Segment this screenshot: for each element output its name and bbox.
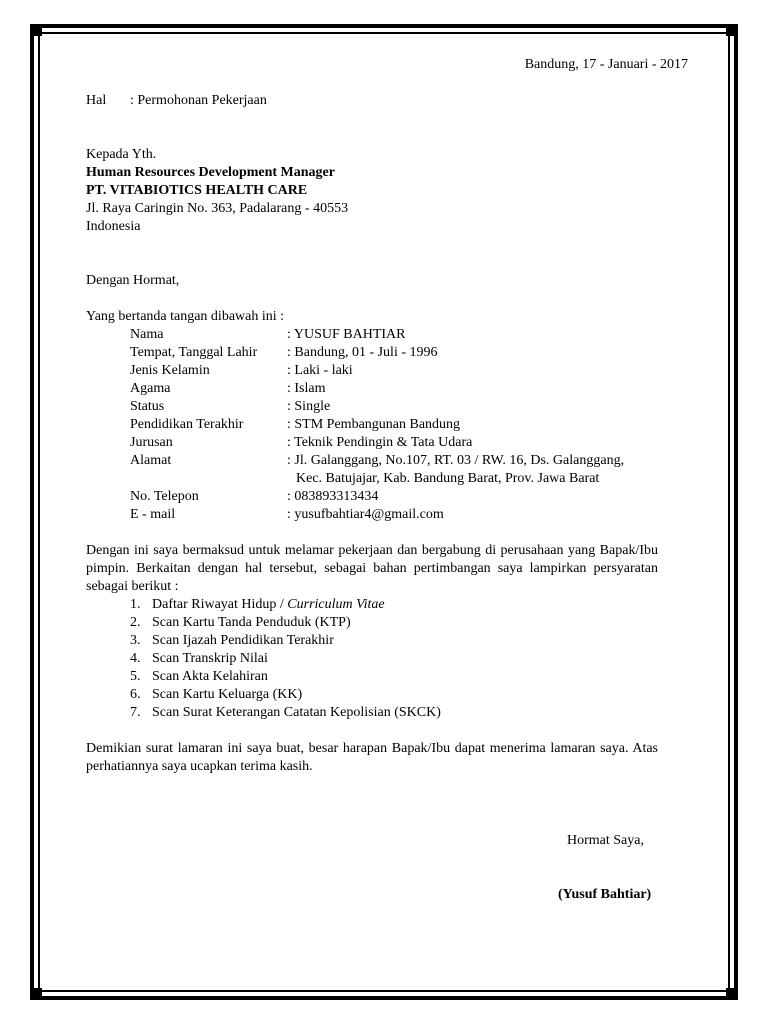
list-text: Scan Ijazah Pendidikan Terakhir (152, 633, 334, 648)
recipient-title: Human Resources Development Manager (86, 165, 335, 180)
list-text: Scan Transkrip Nilai (152, 651, 268, 666)
detail-label: Jurusan (130, 435, 173, 450)
detail-label: Nama (130, 327, 164, 342)
recipient-company: PT. VITABIOTICS HEALTH CARE (86, 183, 308, 198)
detail-label: Status (130, 399, 165, 414)
subject-value: : Permohonan Pekerjaan (130, 93, 267, 108)
detail-value-continued: Kec. Batujajar, Kab. Bandung Barat, Prov. Jawa Barat (296, 471, 600, 486)
letter-date: Bandung, 17 - Januari - 2017 (524, 57, 688, 72)
list-item (130, 614, 351, 632)
detail-label: Alamat (130, 453, 172, 468)
detail-value: : 083893313434 (287, 489, 379, 504)
intro-line: Yang bertanda tangan dibawah ini : (86, 309, 285, 324)
detail-label: E - mail (130, 507, 176, 522)
list-item (130, 650, 268, 668)
list-text: Scan Surat Keterangan Catatan Kepolisian (SKCK) (152, 705, 441, 720)
list-number: 7. (130, 705, 141, 720)
list-text: Scan Akta Kelahiran (152, 669, 268, 684)
list-item (130, 686, 302, 704)
list-text: Daftar Riwayat Hidup / (152, 597, 288, 612)
recipient-address: Jl. Raya Caringin No. 363, Padalarang - 40553 (86, 201, 349, 216)
list-item (130, 596, 385, 614)
list-text: Scan Kartu Keluarga (KK) (152, 687, 303, 702)
detail-value: : Single (287, 399, 331, 414)
detail-label: Agama (130, 381, 171, 396)
detail-label: No. Telepon (130, 489, 199, 504)
detail-value: : Jl. Galanggang, No.107, RT. 03 / RW. 16, Ds. Galanggang, (287, 453, 625, 468)
subject-label: Hal (86, 93, 107, 108)
detail-value: : yusufbahtiar4@gmail.com (287, 507, 444, 522)
list-item (130, 632, 334, 650)
detail-label: Jenis Kelamin (130, 363, 210, 378)
list-number: 4. (130, 651, 141, 666)
list-number: 3. (130, 633, 141, 648)
closing-paragraph: Demikian surat lamaran ini saya buat, besar harapan Bapak/Ibu dapat menerima lamaran saya. Atas perhatiannya saya ucapkan terima kasih. (86, 741, 658, 774)
recipient-greeting: Kepada Yth. (86, 147, 157, 162)
recipient-country: Indonesia (86, 219, 141, 234)
detail-value: : Teknik Pendingin & Tata Udara (287, 435, 473, 450)
detail-value: : STM Pembangunan Bandung (287, 417, 461, 432)
detail-value: : Laki - laki (287, 363, 353, 378)
list-number: 1. (130, 597, 141, 612)
sign-off: Hormat Saya, (567, 833, 644, 848)
list-item (130, 704, 441, 722)
list-text-italic: Curriculum Vitae (287, 597, 385, 612)
detail-label: Pendidikan Terakhir (130, 417, 244, 432)
list-text: Scan Kartu Tanda Penduduk (KTP) (152, 615, 351, 630)
detail-label: Tempat, Tanggal Lahir (130, 345, 258, 360)
body-paragraph: Dengan ini saya bermaksud untuk melamar pekerjaan dan bergabung di perusahaan yang Bapak/Ibu pimpin. Berkaitan dengan hal tersebut, sebagai bahan pertimbangan saya lampirkan persyaratan sebagai berikut : (86, 543, 658, 594)
list-number: 2. (130, 615, 141, 630)
list-item (130, 668, 268, 686)
detail-value: : YUSUF BAHTIAR (287, 327, 406, 342)
list-number: 5. (130, 669, 141, 684)
list-number: 6. (130, 687, 141, 702)
detail-value: : Islam (287, 381, 326, 396)
signature-name: (Yusuf Bahtiar) (558, 887, 652, 902)
salutation: Dengan Hormat, (86, 273, 180, 288)
detail-value: : Bandung, 01 - Juli - 1996 (287, 345, 438, 360)
